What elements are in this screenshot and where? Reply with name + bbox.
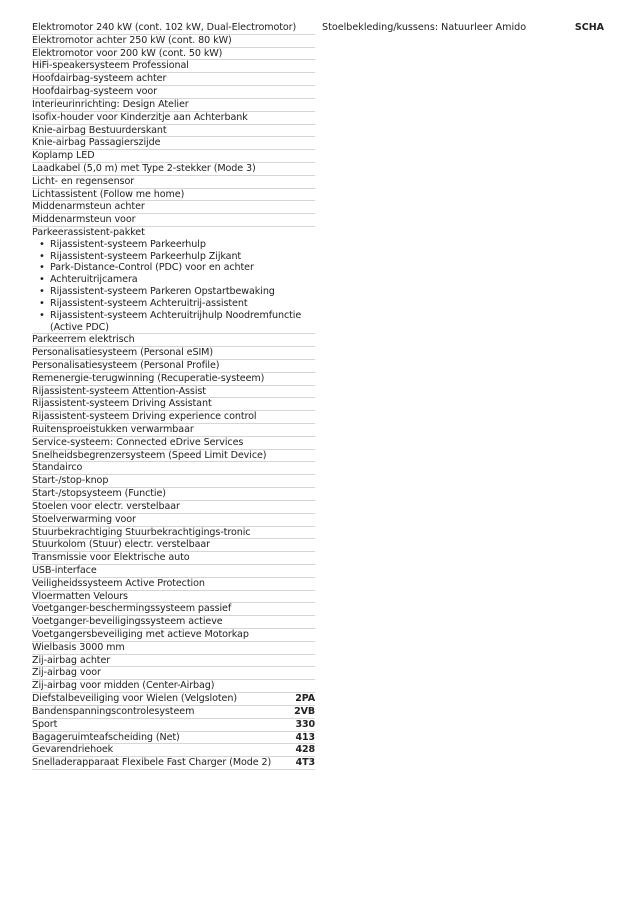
equipment-row bbox=[32, 462, 315, 475]
equipment-row bbox=[32, 411, 315, 424]
equipment-row bbox=[32, 360, 315, 373]
equipment-name: Standairco bbox=[32, 462, 83, 474]
option-code: 330 bbox=[295, 718, 315, 730]
equipment-row bbox=[32, 667, 315, 680]
equipment-row bbox=[32, 60, 315, 73]
equipment-row bbox=[32, 565, 315, 578]
equipment-row bbox=[32, 591, 315, 604]
equipment-name: Laadkabel (5,0 m) met Type 2-stekker (Mode 3) bbox=[32, 162, 256, 174]
equipment-name: Elektromotor achter 250 kW (cont. 80 kW) bbox=[32, 34, 232, 46]
option-code: 2PA bbox=[295, 693, 315, 705]
equipment-name: Licht- en regensensor bbox=[32, 175, 135, 187]
option-code: 4T3 bbox=[295, 757, 315, 769]
equipment-name: Bagageruimteafscheiding (Net) bbox=[32, 731, 180, 743]
equipment-row bbox=[32, 655, 315, 668]
equipment-name: Bandenspanningscontrolesysteem bbox=[32, 705, 195, 717]
option-code: 2VB bbox=[294, 705, 315, 717]
equipment-row bbox=[32, 22, 315, 35]
option-code: 428 bbox=[295, 744, 315, 756]
equipment-row bbox=[32, 437, 315, 450]
equipment-row bbox=[32, 347, 315, 360]
equipment-name: Snelladerapparaat Flexibele Fast Charger (Mode 2) bbox=[32, 757, 272, 769]
parking-package-list bbox=[32, 239, 315, 334]
equipment-name: Isofix-houder voor Kinderzitje aan Achterbank bbox=[32, 111, 248, 123]
equipment-row bbox=[322, 22, 604, 34]
equipment-list-right bbox=[322, 22, 604, 34]
equipment-row bbox=[32, 176, 315, 189]
parking-package-item: • Rijassistent-systeem Parkeren Opstartbewaking bbox=[50, 286, 315, 298]
equipment-row bbox=[32, 189, 315, 202]
equipment-name: Zij-airbag voor midden (Center-Airbag) bbox=[32, 680, 215, 692]
equipment-row bbox=[32, 48, 315, 61]
equipment-name: Middenarmsteun achter bbox=[32, 201, 145, 213]
option-code: 413 bbox=[295, 731, 315, 743]
equipment-row bbox=[32, 125, 315, 138]
equipment-row bbox=[32, 214, 315, 227]
equipment-name: Personalisatiesysteem (Personal Profile) bbox=[32, 359, 220, 371]
equipment-name: Voetganger-beschermingssysteem passief bbox=[32, 603, 232, 615]
equipment-row bbox=[32, 719, 315, 732]
equipment-name: Knie-airbag Passagierszijde bbox=[32, 137, 161, 149]
option-code: SCHA bbox=[574, 22, 604, 33]
equipment-row bbox=[32, 450, 315, 463]
equipment-name: Stuurkolom (Stuur) electr. verstelbaar bbox=[32, 539, 210, 551]
parking-package-item: • Achteruitrijcamera bbox=[50, 274, 315, 286]
equipment-name: Elektromotor voor 200 kW (cont. 50 kW) bbox=[32, 47, 223, 59]
equipment-name: Service-systeem: Connected eDrive Services bbox=[32, 436, 244, 448]
parking-package-item: • Rijassistent-systeem Achteruitrijhulp Noodremfunctie (Active PDC) bbox=[50, 310, 315, 334]
equipment-name: HiFi-speakersysteem Professional bbox=[32, 60, 189, 72]
equipment-name: Personalisatiesysteem (Personal eSIM) bbox=[32, 347, 214, 359]
equipment-name: Interieurinrichting: Design Atelier bbox=[32, 98, 189, 110]
equipment-row bbox=[32, 334, 315, 347]
equipment-row bbox=[32, 150, 315, 163]
equipment-name: USB-interface bbox=[32, 564, 97, 576]
equipment-row bbox=[32, 99, 315, 112]
equipment-row bbox=[32, 488, 315, 501]
equipment-name: Zij-airbag voor bbox=[32, 667, 101, 679]
equipment-name: Snelheidsbegrenzersysteem (Speed Limit Device) bbox=[32, 449, 267, 461]
parking-package-group bbox=[32, 227, 315, 334]
equipment-row bbox=[32, 744, 315, 757]
equipment-name: Voetganger-beveiligingssysteem actieve bbox=[32, 616, 223, 628]
equipment-name: Stoelverwarming voor bbox=[32, 513, 136, 525]
equipment-row bbox=[32, 201, 315, 214]
equipment-name: Remenergie-terugwinning (Recuperatie-systeem) bbox=[32, 372, 265, 384]
equipment-row bbox=[32, 680, 315, 693]
equipment-row bbox=[32, 398, 315, 411]
equipment-row bbox=[32, 514, 315, 527]
equipment-name: Stuurbekrachtiging Stuurbekrachtigings-tronic bbox=[32, 526, 251, 538]
equipment-name: Ruitensproeistukken verwarmbaar bbox=[32, 424, 194, 435]
parking-package-item: • Park-Distance-Control (PDC) voor en achter bbox=[50, 262, 315, 274]
equipment-name: Elektromotor 240 kW (cont. 102 kW, Dual-Electromotor) bbox=[32, 22, 297, 33]
equipment-name: Wielbasis 3000 mm bbox=[32, 641, 125, 653]
equipment-name: Hoofdairbag-systeem voor bbox=[32, 86, 158, 98]
equipment-name: Middenarmsteun voor bbox=[32, 214, 136, 226]
equipment-row bbox=[32, 539, 315, 552]
equipment-row bbox=[32, 642, 315, 655]
equipment-row bbox=[32, 527, 315, 540]
equipment-name: Sport bbox=[32, 718, 58, 730]
equipment-row bbox=[32, 706, 315, 719]
equipment-row bbox=[32, 693, 315, 706]
equipment-row bbox=[32, 373, 315, 386]
parking-package-item: • Rijassistent-systeem Parkeerhulp bbox=[50, 239, 315, 251]
equipment-row bbox=[32, 35, 315, 48]
equipment-name: Start-/stopsysteem (Functie) bbox=[32, 488, 166, 500]
equipment-row bbox=[32, 163, 315, 176]
equipment-row bbox=[32, 616, 315, 629]
equipment-name: Voetgangersbeveiliging met actieve Motorkap bbox=[32, 629, 249, 640]
equipment-row bbox=[32, 86, 315, 99]
equipment-name: Hoofdairbag-systeem achter bbox=[32, 73, 167, 85]
equipment-row bbox=[32, 578, 315, 591]
equipment-row bbox=[32, 501, 315, 514]
equipment-row bbox=[32, 424, 315, 437]
equipment-row bbox=[32, 552, 315, 565]
equipment-row bbox=[32, 137, 315, 150]
parking-package-title: Parkeerassistent-pakket bbox=[32, 227, 145, 238]
equipment-name: Start-/stop-knop bbox=[32, 475, 109, 487]
equipment-row bbox=[32, 112, 315, 125]
parking-package-item: • Rijassistent-systeem Achteruitrij-assistent bbox=[50, 298, 315, 310]
equipment-name: Knie-airbag Bestuurderskant bbox=[32, 124, 167, 136]
equipment-row bbox=[32, 73, 315, 86]
equipment-name: Diefstalbeveiliging voor Wielen (Velgsloten) bbox=[32, 693, 237, 705]
equipment-row bbox=[32, 603, 315, 616]
equipment-name: Stoelbekleding/kussens: Natuurleer Amido bbox=[322, 22, 527, 33]
equipment-list-left bbox=[32, 22, 315, 770]
equipment-name: Zij-airbag achter bbox=[32, 654, 111, 666]
parking-package-item: • Rijassistent-systeem Parkeerhulp Zijkant bbox=[50, 251, 315, 263]
equipment-name: Parkeerrem elektrisch bbox=[32, 334, 135, 346]
equipment-name: Vloermatten Velours bbox=[32, 590, 128, 602]
equipment-name: Gevarendriehoek bbox=[32, 744, 114, 756]
equipment-name: Veiligheidssysteem Active Protection bbox=[32, 577, 205, 589]
equipment-row bbox=[32, 475, 315, 488]
equipment-name: Transmissie voor Elektrische auto bbox=[32, 552, 190, 564]
equipment-name: Koplamp LED bbox=[32, 150, 95, 162]
equipment-row bbox=[32, 757, 315, 770]
equipment-name: Lichtassistent (Follow me home) bbox=[32, 188, 185, 200]
equipment-row bbox=[32, 732, 315, 745]
equipment-name: Stoelen voor electr. verstelbaar bbox=[32, 500, 180, 512]
equipment-row bbox=[32, 386, 315, 399]
equipment-name: Rijassistent-systeem Driving experience control bbox=[32, 411, 257, 423]
equipment-row bbox=[32, 629, 315, 642]
equipment-name: Rijassistent-systeem Driving Assistant bbox=[32, 398, 212, 410]
equipment-name: Rijassistent-systeem Attention-Assist bbox=[32, 385, 206, 397]
